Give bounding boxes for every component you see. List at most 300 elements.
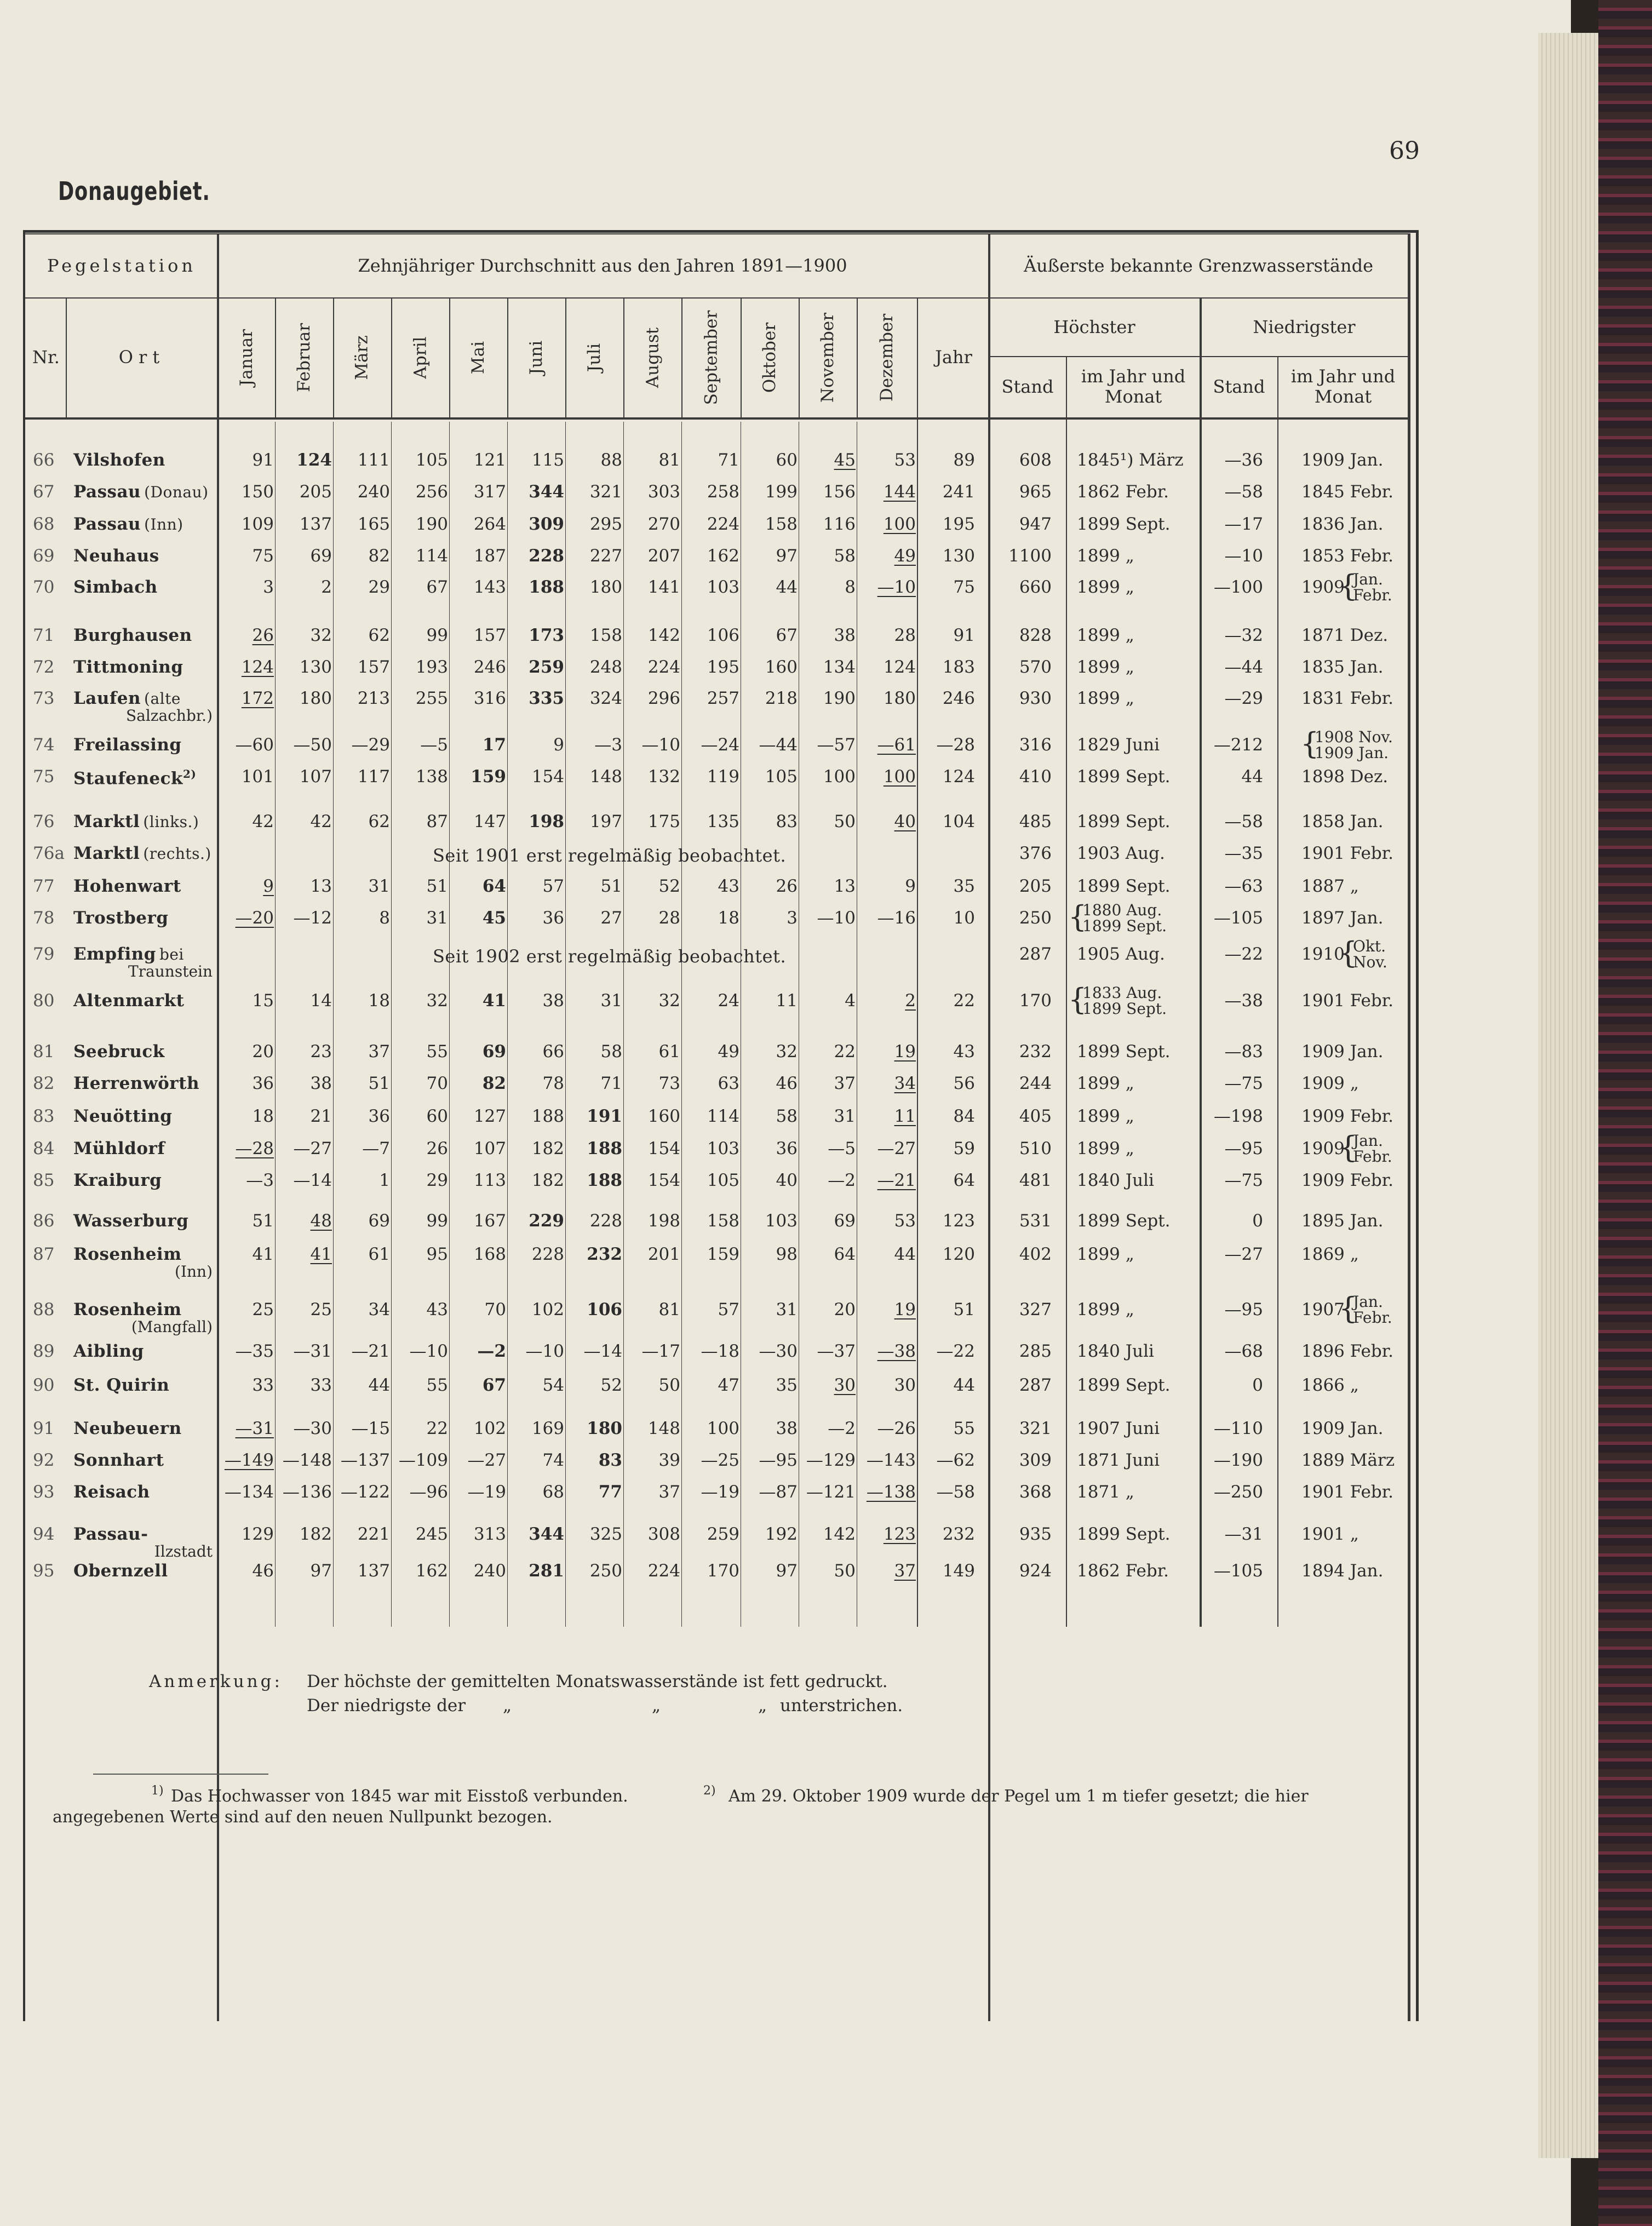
month-value: 44 <box>368 1375 390 1395</box>
month-value: 1 <box>379 1171 390 1190</box>
table-row <box>0 1420 1419 1448</box>
month-value: 11 <box>894 1106 916 1126</box>
highest-date: 1899 „ <box>1077 689 1134 708</box>
lowest-date: 1869 „ <box>1301 1244 1359 1264</box>
highest-level: 327 <box>1019 1300 1052 1319</box>
annual-average: —28 <box>936 735 975 755</box>
lowest-date: 1901 „ <box>1301 1524 1359 1544</box>
month-value: 162 <box>707 546 739 566</box>
month-value: 9 <box>553 735 564 755</box>
lowest-date: 1909 „ <box>1301 1074 1359 1093</box>
annual-average: —22 <box>936 1341 975 1361</box>
month-value: —29 <box>351 735 390 755</box>
station-number: 83 <box>33 1106 55 1126</box>
lowest-level: —105 <box>1213 908 1263 928</box>
highest-level: 570 <box>1019 657 1052 677</box>
rule-month-head-4 <box>449 299 450 417</box>
highest-date: 1871 „ <box>1077 1482 1134 1502</box>
station-name-text: Wasserburg <box>73 1211 189 1231</box>
annual-average: 89 <box>953 450 975 470</box>
highest-level: 250 <box>1019 908 1052 928</box>
month-value: —3 <box>594 735 622 755</box>
month-value: —5 <box>828 1139 856 1158</box>
month-value: 303 <box>647 482 680 502</box>
station-name-text: Herrenwörth <box>73 1074 199 1093</box>
header-month-9 <box>681 299 741 416</box>
month-value: 28 <box>894 626 916 645</box>
month-value: 313 <box>473 1524 506 1544</box>
month-value: 281 <box>529 1561 564 1581</box>
station-name-subline: (Mangfall) <box>131 1318 213 1336</box>
month-value: 106 <box>707 626 739 645</box>
header-niedrigster-stand: Stand <box>1213 376 1265 397</box>
station-name-text: Neuhaus <box>73 546 159 566</box>
station-number: 84 <box>33 1139 55 1158</box>
highest-level: 1100 <box>1008 546 1052 566</box>
highest-level: 170 <box>1019 991 1052 1011</box>
lowest-date-line: 1909 Jan. <box>1315 744 1389 762</box>
month-value: —35 <box>235 1341 274 1361</box>
annual-average: 120 <box>942 1244 975 1264</box>
station-name-text: Freilassing <box>73 735 182 755</box>
station-name <box>73 548 159 565</box>
note-line2-b: unterstrichen. <box>780 1696 903 1716</box>
annual-average: 123 <box>942 1211 975 1231</box>
rule-month-head-11 <box>857 299 858 417</box>
month-value: 103 <box>707 577 739 597</box>
table-row <box>0 484 1419 511</box>
station-name <box>73 813 199 830</box>
station-name-subline: Traunstein <box>128 962 213 980</box>
highest-date: 1899 Sept. <box>1077 876 1171 896</box>
lowest-level: —190 <box>1213 1450 1263 1470</box>
month-value: 33 <box>252 1375 274 1395</box>
month-value: 245 <box>415 1524 448 1544</box>
month-value: 64 <box>834 1244 856 1264</box>
month-value: 9 <box>263 876 274 896</box>
month-value: 129 <box>241 1524 274 1544</box>
station-name-text: Empfing <box>73 944 156 964</box>
lowest-level: —29 <box>1224 689 1263 708</box>
month-value: 78 <box>542 1074 564 1093</box>
station-name <box>73 1246 182 1263</box>
highest-date: 1840 Juli <box>1077 1341 1154 1361</box>
month-value: 57 <box>718 1300 739 1319</box>
month-value: 32 <box>310 626 332 645</box>
station-number: 72 <box>33 657 55 677</box>
rule-month-head-1 <box>275 299 276 417</box>
station-number: 69 <box>33 546 55 566</box>
month-value: 50 <box>834 1561 856 1581</box>
month-value: 229 <box>529 1211 564 1231</box>
month-value: 34 <box>894 1074 916 1093</box>
month-value: 158 <box>765 514 798 534</box>
month-value: 70 <box>426 1074 448 1093</box>
station-number: 75 <box>33 767 55 787</box>
month-value: 37 <box>658 1482 680 1502</box>
note-line1: Der höchste der gemittelten Monatswasserstände ist fett gedruckt. <box>307 1672 888 1691</box>
month-value: —20 <box>235 908 274 928</box>
month-value: 99 <box>426 626 448 645</box>
header-pegelstation: Pegelstation <box>47 255 196 277</box>
month-value: 224 <box>707 514 739 534</box>
month-value: 9 <box>905 876 916 896</box>
month-value: 256 <box>415 482 448 502</box>
lowest-level: —10 <box>1224 546 1263 566</box>
header-month-label: Juli <box>584 343 604 372</box>
month-value: 137 <box>357 1561 390 1581</box>
header-month-12 <box>857 299 917 416</box>
station-name-qualifier: (alte <box>144 690 181 708</box>
table-row <box>0 813 1419 841</box>
month-value: 31 <box>776 1300 798 1319</box>
month-value: 188 <box>529 577 564 597</box>
highest-level: 287 <box>1019 944 1052 964</box>
month-value: 41 <box>252 1244 274 1264</box>
header-month-7 <box>565 299 623 416</box>
lowest-level: —32 <box>1224 626 1263 645</box>
station-name-text: St. Quirin <box>73 1375 170 1395</box>
lowest-level: —95 <box>1224 1300 1263 1319</box>
header-niedrigster-date <box>1278 357 1408 416</box>
month-value: —19 <box>701 1482 739 1502</box>
table-row <box>0 1244 1419 1281</box>
month-value: 20 <box>252 1042 274 1062</box>
month-value: 113 <box>473 1171 506 1190</box>
lowest-date: 1866 „ <box>1301 1375 1359 1395</box>
month-value: 37 <box>368 1042 390 1062</box>
table-row <box>0 1291 1419 1336</box>
page-number: 69 <box>1389 137 1420 165</box>
month-value: 248 <box>589 657 622 677</box>
month-value: 61 <box>368 1244 390 1264</box>
month-value: 142 <box>647 626 680 645</box>
month-value: 81 <box>658 450 680 470</box>
annual-average: 64 <box>953 1171 975 1190</box>
highest-level: 930 <box>1019 689 1052 708</box>
station-name <box>73 1563 168 1580</box>
month-value: 201 <box>647 1244 680 1264</box>
highest-date: 1899 „ <box>1077 1300 1134 1319</box>
month-value: 228 <box>589 1211 622 1231</box>
month-value: 150 <box>241 482 274 502</box>
month-value: —14 <box>293 1171 332 1190</box>
lowest-year: 1907 <box>1301 1300 1345 1319</box>
month-value: —143 <box>866 1450 916 1470</box>
month-value: —136 <box>282 1482 332 1502</box>
station-number: 80 <box>33 991 55 1011</box>
month-value: 180 <box>589 577 622 597</box>
month-value: 270 <box>647 514 680 534</box>
month-value: 159 <box>471 767 506 787</box>
note-line2-a: Der niedrigste der <box>307 1696 466 1716</box>
month-value: 81 <box>658 1300 680 1319</box>
month-value: 60 <box>426 1106 448 1126</box>
month-value: —21 <box>351 1341 390 1361</box>
month-value: 33 <box>310 1375 332 1395</box>
month-value: 52 <box>600 1375 622 1395</box>
month-value: 187 <box>473 546 506 566</box>
highest-level: 205 <box>1019 876 1052 896</box>
lowest-date-line: Febr. <box>1353 1148 1392 1166</box>
station-name <box>73 1140 165 1157</box>
station-number: 93 <box>33 1482 55 1502</box>
month-value: 52 <box>658 876 680 896</box>
month-value: 13 <box>834 876 856 896</box>
annual-average: 241 <box>942 482 975 502</box>
header-month-11 <box>799 299 857 416</box>
month-value: 188 <box>531 1106 564 1126</box>
highest-level: 481 <box>1019 1171 1052 1190</box>
month-value: —5 <box>420 735 448 755</box>
header-month-label: Juni <box>526 340 546 375</box>
table-row <box>0 1563 1419 1590</box>
lowest-level: —35 <box>1224 844 1263 863</box>
table-row <box>0 1172 1419 1200</box>
highest-level: 244 <box>1019 1074 1052 1093</box>
station-name-text: Obernzell <box>73 1561 168 1581</box>
month-value: —109 <box>398 1450 448 1470</box>
month-value: 121 <box>473 450 506 470</box>
lowest-level: —75 <box>1224 1074 1263 1093</box>
month-value: 66 <box>542 1042 564 1062</box>
station-number: 73 <box>33 689 55 708</box>
month-value: —18 <box>701 1341 739 1361</box>
month-value: 91 <box>252 450 274 470</box>
month-value: 53 <box>894 450 916 470</box>
highest-level: 405 <box>1019 1106 1052 1126</box>
month-value: —37 <box>817 1341 856 1361</box>
month-value: 197 <box>589 812 622 831</box>
month-value: 157 <box>357 657 390 677</box>
lowest-year: 1910 <box>1301 944 1345 964</box>
month-value: 199 <box>765 482 798 502</box>
month-value: 134 <box>823 657 856 677</box>
month-value: 147 <box>473 812 506 831</box>
month-value: 62 <box>368 626 390 645</box>
month-value: —10 <box>817 908 856 928</box>
station-name-text: Rosenheim <box>73 1300 182 1319</box>
month-value: 45 <box>834 450 856 470</box>
highest-date: 1899 „ <box>1077 626 1134 645</box>
table-row <box>0 659 1419 686</box>
station-name <box>73 1075 199 1092</box>
month-value: 40 <box>776 1171 798 1190</box>
highest-level: 285 <box>1019 1341 1052 1361</box>
month-value: 18 <box>368 991 390 1011</box>
lowest-level: —110 <box>1213 1419 1263 1438</box>
lowest-level: —250 <box>1213 1482 1263 1502</box>
station-number: 92 <box>33 1450 55 1470</box>
highest-date: 1899 Sept. <box>1077 767 1171 787</box>
station-number: 70 <box>33 577 55 597</box>
header-month-3 <box>333 299 391 416</box>
header-month-2 <box>275 299 333 416</box>
station-name <box>73 1301 182 1318</box>
month-value: 159 <box>707 1244 739 1264</box>
month-value: 18 <box>252 1106 274 1126</box>
annual-average: 22 <box>953 991 975 1011</box>
station-name-text: Neuötting <box>73 1106 173 1126</box>
month-value: 43 <box>718 876 739 896</box>
table-row <box>0 982 1419 1020</box>
month-value: —24 <box>701 735 739 755</box>
highest-date: 1899 Sept. <box>1077 812 1171 831</box>
month-value: —26 <box>877 1419 916 1438</box>
lowest-date: 1835 Jan. <box>1301 657 1384 677</box>
month-value: 22 <box>834 1042 856 1062</box>
month-value: 119 <box>707 767 739 787</box>
month-value: 18 <box>718 908 739 928</box>
station-name-subline: Salzachbr.) <box>125 707 213 725</box>
highest-level: 531 <box>1019 1211 1052 1231</box>
month-value: 62 <box>368 812 390 831</box>
month-value: 55 <box>426 1042 448 1062</box>
month-value: 31 <box>368 876 390 896</box>
lowest-date: 1858 Jan. <box>1301 812 1384 831</box>
month-value: 321 <box>589 482 622 502</box>
month-value: 34 <box>368 1300 390 1319</box>
month-value: 74 <box>542 1450 564 1470</box>
month-value: 296 <box>647 689 680 708</box>
table-row <box>0 1377 1419 1404</box>
highest-date: 1845¹) März <box>1077 450 1184 470</box>
station-name-text: Kraiburg <box>73 1171 162 1190</box>
station-name-qualifier: (links.) <box>143 813 199 831</box>
highest-level: 828 <box>1019 626 1052 645</box>
month-value: 3 <box>263 577 274 597</box>
lowest-year: 1909 <box>1301 1139 1345 1158</box>
month-value: —57 <box>817 735 856 755</box>
month-value: 43 <box>426 1300 448 1319</box>
highest-date-multi <box>1082 985 1167 1017</box>
lowest-level: —198 <box>1213 1106 1263 1126</box>
station-number: 95 <box>33 1561 55 1581</box>
station-name-text: Mühldorf <box>73 1139 165 1158</box>
highest-level: 660 <box>1019 577 1052 597</box>
month-value: 83 <box>598 1450 622 1470</box>
lowest-date-line: Febr. <box>1353 586 1392 605</box>
month-value: 198 <box>529 812 564 831</box>
month-value: 167 <box>473 1211 506 1231</box>
month-value: 36 <box>252 1074 274 1093</box>
month-value: 105 <box>765 767 798 787</box>
month-value: 257 <box>707 689 739 708</box>
month-value: —30 <box>759 1341 798 1361</box>
month-value: 137 <box>299 514 332 534</box>
station-number: 87 <box>33 1244 55 1264</box>
table-row <box>0 1043 1419 1071</box>
month-value: 148 <box>589 767 622 787</box>
lowest-date-multi <box>1353 938 1387 971</box>
month-value: 160 <box>765 657 798 677</box>
month-value: 193 <box>415 657 448 677</box>
month-value: 8 <box>845 577 856 597</box>
lowest-date-multi <box>1315 729 1393 761</box>
month-value: 42 <box>310 812 332 831</box>
station-name-text: Marktl <box>73 812 140 831</box>
month-value: 50 <box>834 812 856 831</box>
highest-date: 1903 Aug. <box>1077 844 1165 863</box>
month-value: 32 <box>658 991 680 1011</box>
month-value: —148 <box>282 1450 332 1470</box>
month-value: 105 <box>415 450 448 470</box>
station-name <box>73 1172 162 1189</box>
month-value: 175 <box>647 812 680 831</box>
highest-date: 1905 Aug. <box>1077 944 1165 964</box>
station-name <box>73 992 184 1009</box>
month-value: 142 <box>823 1524 856 1544</box>
station-name-text: Seebruck <box>73 1042 165 1062</box>
month-value: —137 <box>340 1450 390 1470</box>
table-row <box>0 1213 1419 1240</box>
month-value: 97 <box>776 546 798 566</box>
station-number: 94 <box>33 1524 55 1544</box>
station-name <box>73 627 192 644</box>
month-value: 82 <box>482 1074 506 1093</box>
header-hoechster-stand: Stand <box>1001 376 1054 397</box>
month-value: 30 <box>894 1375 916 1395</box>
month-value: 87 <box>426 812 448 831</box>
table-row <box>0 548 1419 575</box>
lowest-level: —36 <box>1224 450 1263 470</box>
annual-average: 232 <box>942 1524 975 1544</box>
month-value: 111 <box>357 450 390 470</box>
month-value: 259 <box>529 657 564 677</box>
month-value: —7 <box>362 1139 390 1158</box>
lowest-date-line: Okt. <box>1353 937 1386 955</box>
table-row <box>0 878 1419 905</box>
month-value: 99 <box>426 1211 448 1231</box>
highest-date: 1840 Juli <box>1077 1171 1154 1190</box>
note-label: Anmerkung: <box>149 1672 283 1691</box>
month-value: 240 <box>357 482 390 502</box>
table-row <box>0 516 1419 543</box>
brace-icon: { <box>1068 899 1087 934</box>
month-value: 103 <box>765 1211 798 1231</box>
month-value: 38 <box>834 626 856 645</box>
month-value: 100 <box>707 1419 739 1438</box>
month-value: 8 <box>379 908 390 928</box>
highest-level: 316 <box>1019 735 1052 755</box>
month-value: 2 <box>905 991 916 1011</box>
lowest-level: —27 <box>1224 1244 1263 1264</box>
footnote-2: Am 29. Oktober 1909 wurde der Pegel um 1 m tiefer gesetzt; die hier <box>729 1787 1309 1806</box>
month-value: 180 <box>299 689 332 708</box>
highest-date: 1899 „ <box>1077 1139 1134 1158</box>
month-value: 22 <box>426 1419 448 1438</box>
annual-average: 91 <box>953 626 975 645</box>
annual-average: 44 <box>953 1375 975 1395</box>
note-line2-q3: „ <box>758 1696 767 1716</box>
footnote-1-mark: 1) <box>151 1784 164 1798</box>
header-month-4 <box>391 299 449 416</box>
table-row <box>0 726 1419 764</box>
month-value: 309 <box>529 514 564 534</box>
station-name-qualifier: bei <box>159 945 184 963</box>
month-value: 190 <box>823 689 856 708</box>
highest-level: 510 <box>1019 1139 1052 1158</box>
table-row <box>0 1452 1419 1479</box>
highest-level: 402 <box>1019 1244 1052 1264</box>
month-value: 24 <box>718 991 739 1011</box>
table-row <box>0 899 1419 937</box>
lowest-level: —100 <box>1213 577 1263 597</box>
header-rule-sub <box>989 356 1408 357</box>
station-name <box>73 1452 164 1469</box>
month-value: —10 <box>409 1341 448 1361</box>
month-value: 63 <box>718 1074 739 1093</box>
